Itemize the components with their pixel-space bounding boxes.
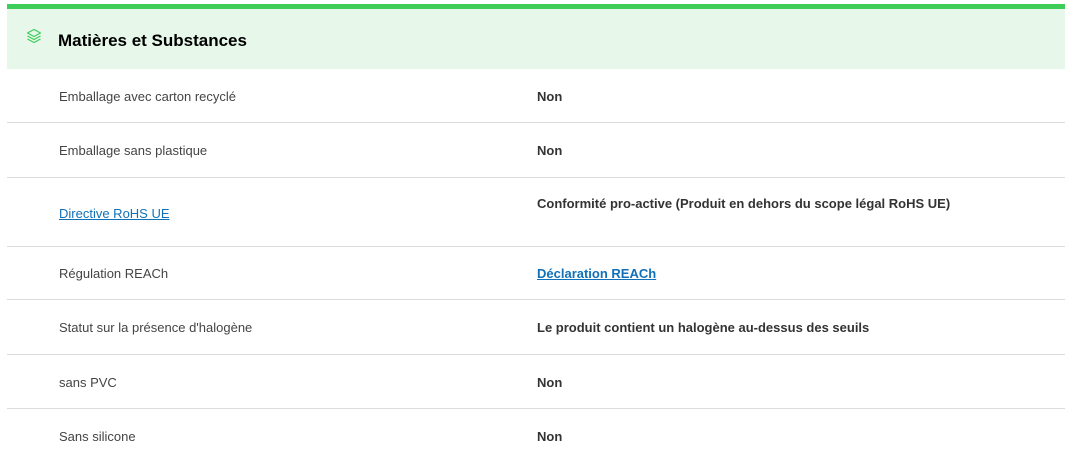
row-label-pvc-free: sans PVC	[59, 375, 117, 390]
row-value-halogen: Le produit contient un halogène au-dessus des seuils	[537, 320, 870, 335]
table-row	[7, 300, 1065, 355]
table-row	[7, 355, 1065, 409]
row-label-halogen: Statut sur la présence d'halogène	[59, 320, 253, 335]
table-row	[7, 123, 1065, 178]
reach-declaration-link[interactable]: Déclaration REACh	[537, 266, 657, 281]
layers-icon	[26, 28, 42, 44]
table-row	[7, 178, 1065, 247]
row-label-reach: Régulation REACh	[59, 266, 169, 281]
row-value-plastic-free-packaging: Non	[537, 143, 563, 158]
table-row	[7, 247, 1065, 300]
section-header[interactable]	[7, 9, 1065, 69]
attributes-table	[7, 69, 1065, 461]
row-value-pvc-free: Non	[537, 375, 563, 390]
table-row	[7, 69, 1065, 123]
row-value-silicone-free: Non	[537, 429, 563, 444]
row-label-silicone-free: Sans silicone	[59, 429, 136, 444]
row-label-plastic-free-packaging: Emballage sans plastique	[59, 143, 208, 158]
row-value-recycled-packaging: Non	[537, 89, 563, 104]
rohs-directive-link[interactable]: Directive RoHS UE	[59, 206, 170, 221]
row-label-recycled-packaging: Emballage avec carton recyclé	[59, 89, 237, 104]
section-title: Matières et Substances	[58, 31, 247, 50]
row-value-rohs: Conformité pro-active (Produit en dehors du scope légal RoHS UE)	[537, 196, 951, 211]
table-row	[7, 409, 1065, 461]
